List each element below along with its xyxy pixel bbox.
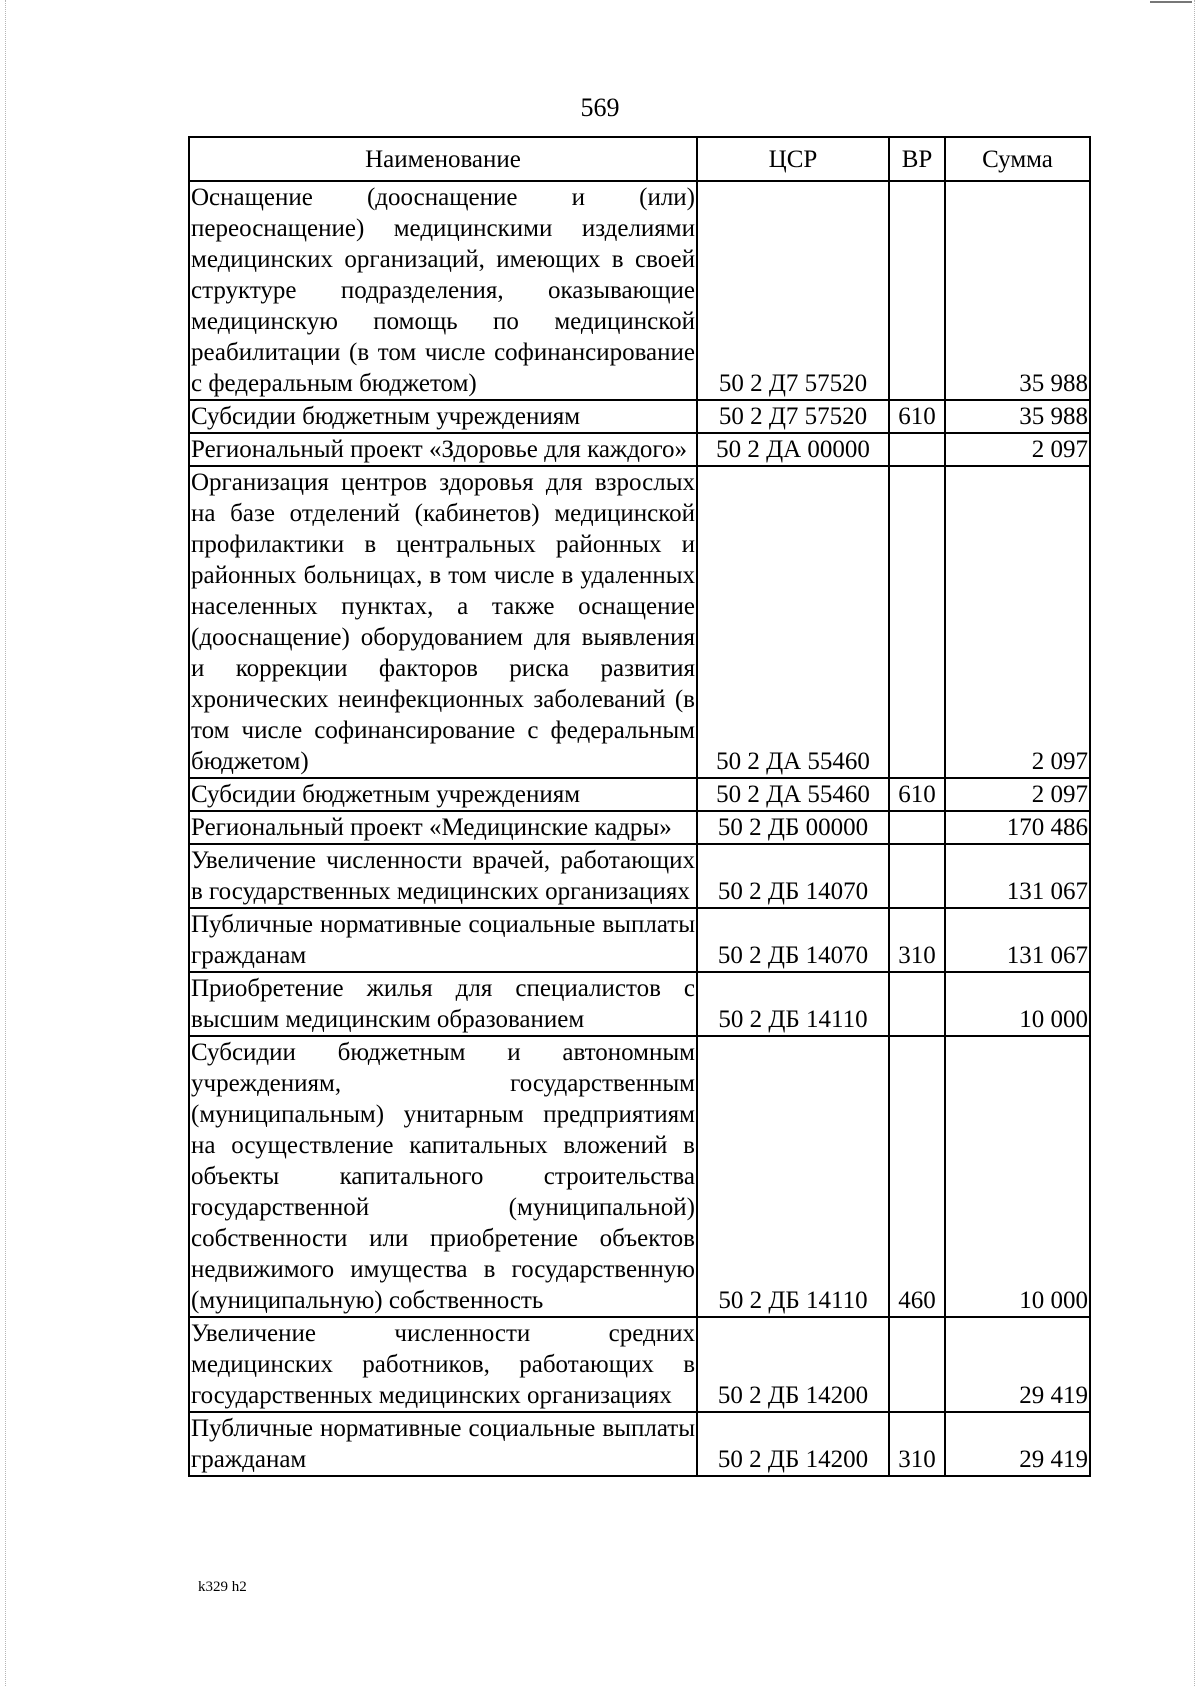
row-name: Увеличение численности врачей, работающих в государственных медицинских организациях [189,844,697,908]
table-row [189,1317,1090,1412]
row-vr: 460 [889,1036,945,1317]
table-row [189,433,1090,466]
row-csr: 50 2 ДБ 14200 [697,1317,889,1412]
row-csr: 50 2 ДБ 14200 [697,1412,889,1476]
table-row [189,778,1090,811]
row-sum: 131 067 [945,908,1090,972]
row-vr: 610 [889,778,945,811]
row-name: Публичные нормативные социальные выплаты гражданам [189,908,697,972]
table-row [189,400,1090,433]
scan-edge-left [5,0,7,1686]
row-vr [889,1317,945,1412]
table-row [189,1412,1090,1476]
row-csr: 50 2 ДБ 00000 [697,811,889,844]
row-sum: 35 988 [945,400,1090,433]
row-csr: 50 2 Д7 57520 [697,400,889,433]
row-csr: 50 2 ДА 55460 [697,778,889,811]
row-vr [889,181,945,400]
row-name: Оснащение (дооснащение и (или) переоснащение) медицинскими изделиями медицинских организаций, имеющих в своей структуре подразделения, оказывающие медицинскую помощь по медицинской реабилитации (в том числе софинансирование с федеральным бюджетом) [189,181,697,400]
table-row [189,811,1090,844]
row-sum: 35 988 [945,181,1090,400]
row-name: Региональный проект «Медицинские кадры» [189,811,697,844]
table-header [189,137,1090,181]
budget-table [188,136,1091,1477]
row-vr: 610 [889,400,945,433]
row-csr: 50 2 ДА 55460 [697,466,889,778]
row-sum: 2 097 [945,466,1090,778]
row-vr: 310 [889,908,945,972]
table-body [189,181,1090,1476]
row-vr [889,466,945,778]
row-vr [889,844,945,908]
header-sum: Сумма [945,137,1090,181]
row-sum: 29 419 [945,1412,1090,1476]
row-sum: 10 000 [945,1036,1090,1317]
row-name: Субсидии бюджетным учреждениям [189,778,697,811]
row-name: Субсидии бюджетным и автономным учреждениям, государственным (муниципальным) унитарным предприятиям на осуществление капитальных вложений в объекты капитального строительства государственной (муниципальной) собственности или приобретение объектов недвижимого имущества в государственную (муниципальную) собственность [189,1036,697,1317]
scan-edge-right [1194,0,1196,1686]
row-csr: 50 2 ДБ 14070 [697,844,889,908]
table-row [189,844,1090,908]
row-csr: 50 2 ДБ 14070 [697,908,889,972]
header-row [189,137,1090,181]
row-vr: 310 [889,1412,945,1476]
page-number: 569 [580,93,620,122]
row-csr: 50 2 ДБ 14110 [697,1036,889,1317]
scan-edge-top [1150,1,1192,3]
row-vr [889,433,945,466]
table-row [189,908,1090,972]
row-csr: 50 2 Д7 57520 [697,181,889,400]
row-sum: 10 000 [945,972,1090,1036]
row-name: Приобретение жилья для специалистов с высшим медицинским образованием [189,972,697,1036]
row-csr: 50 2 ДБ 14110 [697,972,889,1036]
header-name: Наименование [189,137,697,181]
row-name: Субсидии бюджетным учреждениям [189,400,697,433]
row-sum: 170 486 [945,811,1090,844]
row-vr [889,811,945,844]
header-csr: ЦСР [697,137,889,181]
row-sum: 131 067 [945,844,1090,908]
row-sum: 2 097 [945,778,1090,811]
header-vr: ВР [889,137,945,181]
table-row [189,1036,1090,1317]
table-row [189,466,1090,778]
row-name: Региональный проект «Здоровье для каждого» [189,433,697,466]
table-row [189,181,1090,400]
table-row [189,972,1090,1036]
row-csr: 50 2 ДА 00000 [697,433,889,466]
row-sum: 29 419 [945,1317,1090,1412]
row-name: Публичные нормативные социальные выплаты гражданам [189,1412,697,1476]
row-vr [889,972,945,1036]
row-name: Увеличение численности средних медицинских работников, работающих в государственных медицинских организациях [189,1317,697,1412]
footer-code: k329 h2 [198,1579,247,1595]
row-name: Организация центров здоровья для взрослых на базе отделений (кабинетов) медицинской профилактики в центральных районных и районных больницах, в том числе в удаленных населенных пунктах, а также оснащение (дооснащение) оборудованием для выявления и коррекции факторов риска развития хронических неинфекционных заболеваний (в том числе софинансирование с федеральным бюджетом) [189,466,697,778]
row-sum: 2 097 [945,433,1090,466]
